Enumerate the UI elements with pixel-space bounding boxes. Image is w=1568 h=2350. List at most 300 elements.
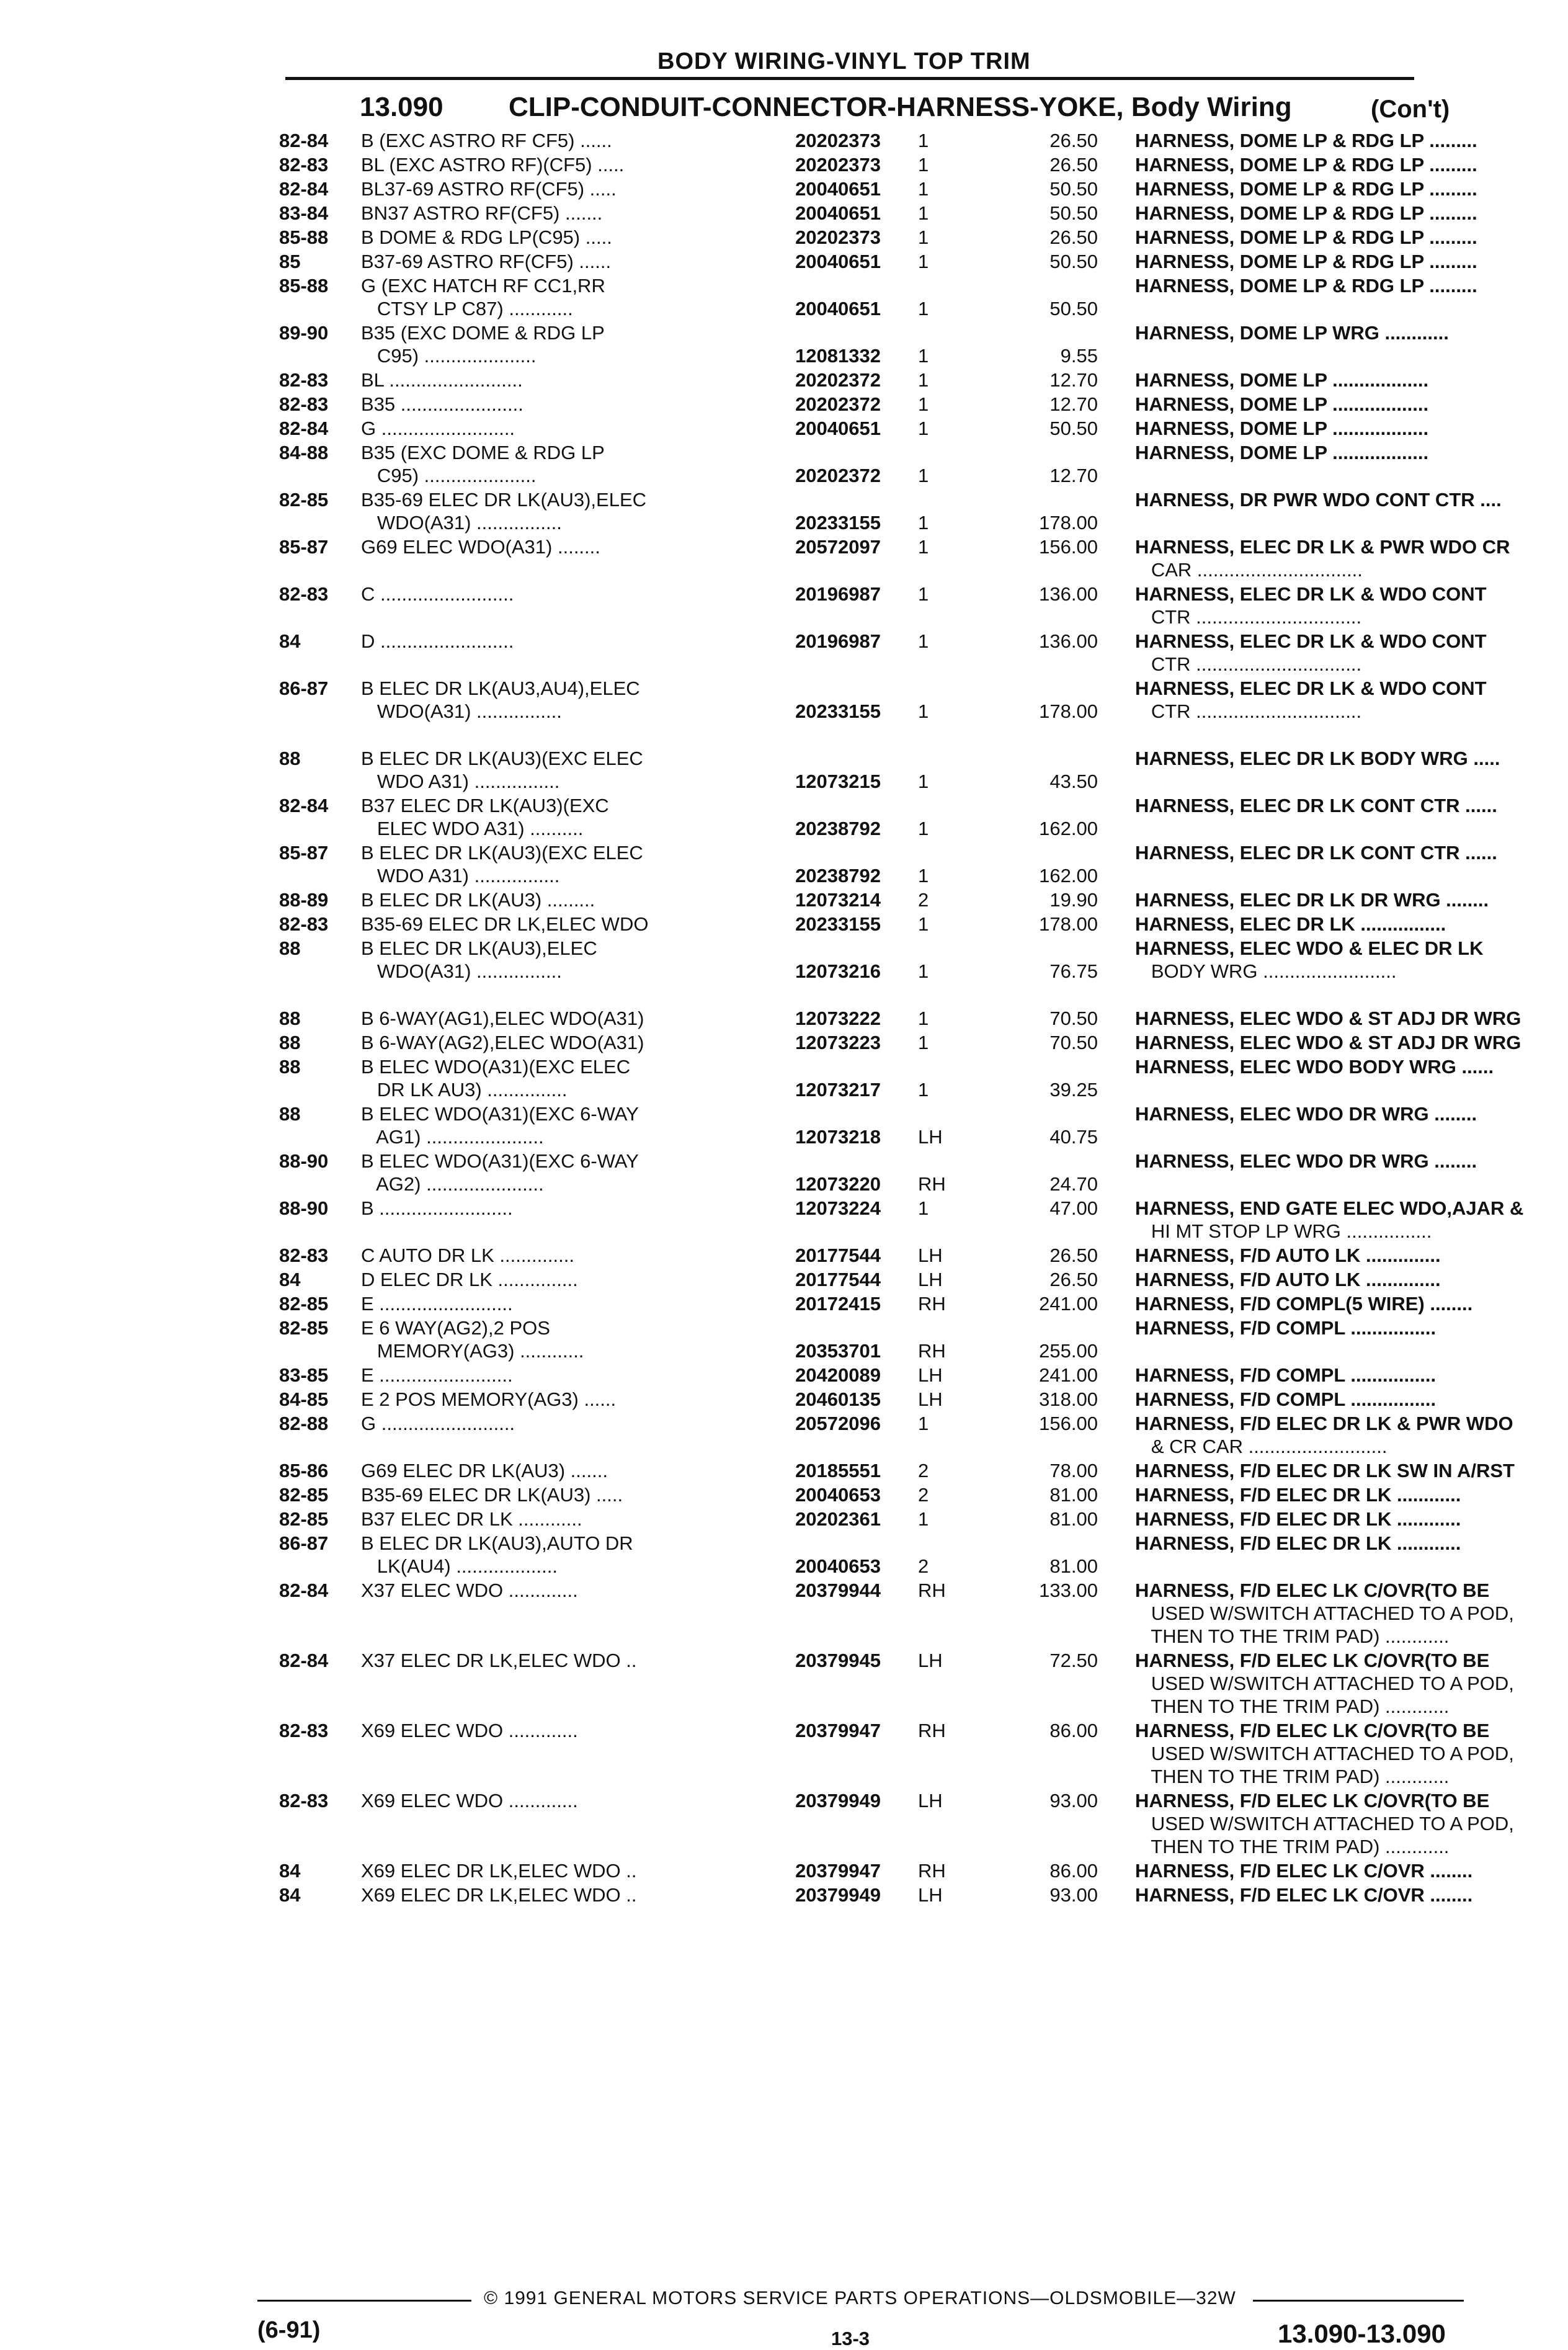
quantity: RH bbox=[918, 1860, 946, 1882]
quantity: 1 bbox=[918, 771, 929, 792]
model-years: 83-84 bbox=[279, 202, 329, 224]
model-years: 82-84 bbox=[279, 178, 329, 200]
quantity: 1 bbox=[918, 465, 929, 486]
table-row bbox=[279, 1508, 1470, 1532]
price: 76.75 bbox=[1049, 960, 1098, 982]
part-name-line: HARNESS, DOME LP & RDG LP ......... bbox=[1135, 226, 1477, 248]
table-row bbox=[279, 274, 1477, 321]
part-number: 20040653 bbox=[795, 1484, 881, 1506]
part-number: 20202373 bbox=[795, 130, 881, 151]
quantity: RH bbox=[918, 1720, 946, 1741]
part-name-line: BODY WRG ......................... bbox=[1135, 960, 1397, 982]
model-years: 85 bbox=[279, 251, 301, 272]
part-number: 20572097 bbox=[795, 536, 881, 558]
model-years: 84 bbox=[279, 1884, 301, 1906]
part-name-line: HARNESS, ELEC DR LK & WDO CONT bbox=[1135, 677, 1487, 699]
description-line: B37 ELEC DR LK ............ bbox=[361, 1508, 582, 1530]
quantity: 1 bbox=[918, 1007, 929, 1029]
price: 162.00 bbox=[1039, 818, 1098, 839]
part-name bbox=[1135, 1292, 1476, 1315]
price: 40.75 bbox=[1049, 1126, 1098, 1148]
model-years: 82-88 bbox=[279, 1413, 329, 1434]
description-line: E 2 POS MEMORY(AG3) ...... bbox=[361, 1388, 617, 1410]
part-number: 12073220 bbox=[795, 1173, 881, 1195]
part-number: 20196987 bbox=[795, 583, 881, 605]
part-name-line: HARNESS, ELEC DR LK CONT CTR ...... bbox=[1135, 795, 1497, 816]
part-name-line: HARNESS, ELEC DR LK & PWR WDO CR bbox=[1135, 536, 1510, 558]
description-line: B37 ELEC DR LK(AU3)(EXC bbox=[361, 795, 609, 816]
part-number: 20572096 bbox=[795, 1413, 881, 1434]
part-name bbox=[1135, 913, 1476, 936]
quantity: 2 bbox=[918, 1460, 929, 1481]
part-number: 12073224 bbox=[795, 1197, 881, 1219]
model-years: 86-87 bbox=[279, 677, 329, 699]
price: 50.50 bbox=[1049, 202, 1098, 224]
description-line: B ELEC DR LK(AU3) ......... bbox=[361, 889, 595, 911]
table-row bbox=[279, 583, 1487, 630]
part-number: 12073216 bbox=[795, 960, 881, 982]
part-number: 20233155 bbox=[795, 913, 881, 935]
part-name-line: HARNESS, F/D AUTO LK .............. bbox=[1135, 1269, 1441, 1290]
part-number: 20040653 bbox=[795, 1555, 881, 1577]
table-row bbox=[279, 1789, 1514, 1859]
model-years: 82-85 bbox=[279, 1508, 329, 1530]
table-row bbox=[279, 393, 1470, 417]
part-number: 20040651 bbox=[795, 178, 881, 200]
quantity: 1 bbox=[918, 345, 929, 367]
table-row bbox=[279, 202, 1477, 226]
part-number: 20202361 bbox=[795, 1508, 881, 1530]
quantity: 1 bbox=[918, 865, 929, 887]
part-number: 20379944 bbox=[795, 1579, 881, 1601]
part-name-line: HARNESS, F/D ELEC LK C/OVR(TO BE bbox=[1135, 1650, 1490, 1671]
quantity: 1 bbox=[918, 202, 929, 224]
part-name-line: HARNESS, F/D ELEC DR LK ............ bbox=[1135, 1484, 1461, 1506]
part-name bbox=[1135, 1316, 1476, 1339]
model-years: 88-89 bbox=[279, 889, 329, 911]
price: 178.00 bbox=[1039, 700, 1098, 722]
description-line: G ......................... bbox=[361, 418, 515, 439]
part-name-line: THEN TO THE TRIM PAD) ............ bbox=[1135, 1836, 1450, 1857]
table-row bbox=[279, 1102, 1477, 1150]
model-years: 85-87 bbox=[279, 536, 329, 558]
part-name bbox=[1135, 888, 1489, 911]
quantity: 1 bbox=[918, 178, 929, 200]
description-line: E 6 WAY(AG2),2 POS bbox=[361, 1317, 550, 1339]
quantity: 1 bbox=[918, 1413, 929, 1434]
price: 93.00 bbox=[1049, 1790, 1098, 1812]
part-name-line: HARNESS, ELEC WDO BODY WRG ...... bbox=[1135, 1056, 1494, 1078]
part-name-line: HARNESS, DR PWR WDO CONT CTR .... bbox=[1135, 489, 1502, 511]
quantity: LH bbox=[918, 1126, 943, 1148]
description-line: WDO A31) ................ bbox=[361, 771, 560, 792]
model-years: 82-83 bbox=[279, 1720, 329, 1741]
part-name-line: HARNESS, F/D COMPL ................ bbox=[1135, 1388, 1437, 1410]
table-row bbox=[279, 1292, 1473, 1316]
part-name bbox=[1135, 1483, 1476, 1506]
part-name-line: HARNESS, F/D COMPL(5 WIRE) ........ bbox=[1135, 1293, 1473, 1315]
part-name-line: USED W/SWITCH ATTACHED TO A POD, bbox=[1135, 1673, 1514, 1694]
quantity: LH bbox=[918, 1388, 943, 1410]
quantity: RH bbox=[918, 1293, 946, 1315]
price: 50.50 bbox=[1049, 298, 1098, 319]
part-number: 20185551 bbox=[795, 1460, 881, 1481]
table-row bbox=[279, 535, 1510, 583]
part-name bbox=[1135, 1789, 1514, 1858]
price: 12.70 bbox=[1049, 393, 1098, 415]
description-line: LK(AU4) ................... bbox=[361, 1555, 558, 1577]
description-line: B ELEC WDO(A31)(EXC ELEC bbox=[361, 1056, 631, 1078]
part-name bbox=[1135, 1508, 1476, 1530]
quantity: 1 bbox=[918, 960, 929, 982]
price: 50.50 bbox=[1049, 251, 1098, 272]
part-number: 12073215 bbox=[795, 771, 881, 792]
model-years: 88 bbox=[279, 1007, 301, 1029]
part-number: 20172415 bbox=[795, 1293, 881, 1315]
quantity: 1 bbox=[918, 251, 929, 272]
model-years: 82-84 bbox=[279, 795, 329, 816]
price: 47.00 bbox=[1049, 1197, 1098, 1219]
table-row bbox=[279, 488, 1502, 535]
table-row bbox=[279, 677, 1487, 747]
table-row bbox=[279, 441, 1470, 488]
description-line: WDO(A31) ................ bbox=[361, 960, 562, 982]
price: 156.00 bbox=[1039, 536, 1098, 558]
description-line: B35 ....................... bbox=[361, 393, 523, 415]
price: 19.90 bbox=[1049, 889, 1098, 911]
part-name bbox=[1135, 153, 1476, 176]
model-years: 82-84 bbox=[279, 130, 329, 151]
footer-rule-right bbox=[1253, 2300, 1464, 2302]
part-name-line: HARNESS, F/D ELEC LK C/OVR ........ bbox=[1135, 1884, 1473, 1906]
table-row bbox=[279, 1579, 1514, 1649]
quantity: 1 bbox=[918, 393, 929, 415]
part-name bbox=[1135, 1055, 1494, 1078]
part-name-line: HARNESS, DOME LP & RDG LP ......... bbox=[1135, 130, 1477, 151]
footer-rule-left bbox=[257, 2300, 471, 2302]
part-name-line: HARNESS, F/D COMPL ................ bbox=[1135, 1364, 1437, 1386]
part-name bbox=[1135, 369, 1476, 391]
part-name-line: HARNESS, F/D ELEC DR LK ............ bbox=[1135, 1508, 1461, 1530]
price: 136.00 bbox=[1039, 630, 1098, 652]
part-name-line: HARNESS, F/D COMPL ................ bbox=[1135, 1317, 1437, 1339]
part-number: 12081332 bbox=[795, 345, 881, 367]
part-number: 12073222 bbox=[795, 1007, 881, 1029]
description-line: G (EXC HATCH RF CC1,RR bbox=[361, 275, 605, 297]
quantity: LH bbox=[918, 1269, 943, 1290]
part-name-line: HARNESS, DOME LP .................. bbox=[1135, 418, 1429, 439]
part-number: 20040651 bbox=[795, 298, 881, 319]
part-name bbox=[1135, 1719, 1514, 1788]
part-name-line: USED W/SWITCH ATTACHED TO A POD, bbox=[1135, 1743, 1514, 1764]
description-line: G69 ELEC WDO(A31) ........ bbox=[361, 536, 600, 558]
table-row bbox=[279, 1364, 1470, 1388]
description-line: X37 ELEC DR LK,ELEC WDO .. bbox=[361, 1650, 637, 1671]
description-line: B (EXC ASTRO RF CF5) ...... bbox=[361, 130, 612, 151]
header-rule bbox=[285, 77, 1414, 80]
part-name-line: HARNESS, ELEC WDO & ELEC DR LK bbox=[1135, 937, 1484, 959]
table-row bbox=[279, 153, 1477, 177]
section-title: CLIP-CONDUIT-CONNECTOR-HARNESS-YOKE, Body Wiring bbox=[509, 92, 1292, 122]
part-name-line: HARNESS, ELEC DR LK ................ bbox=[1135, 913, 1446, 935]
part-number: 20233155 bbox=[795, 512, 881, 534]
part-name bbox=[1135, 1412, 1513, 1458]
part-number: 20202372 bbox=[795, 465, 881, 486]
table-row bbox=[279, 630, 1487, 677]
model-years: 86-87 bbox=[279, 1532, 329, 1554]
part-number: 20040651 bbox=[795, 202, 881, 224]
table-row bbox=[279, 1150, 1477, 1197]
quantity: 1 bbox=[918, 1079, 929, 1101]
part-number: 20177544 bbox=[795, 1269, 881, 1290]
part-name-line: HARNESS, DOME LP & RDG LP ......... bbox=[1135, 178, 1477, 200]
part-name-line: HI MT STOP LP WRG ................ bbox=[1135, 1220, 1432, 1242]
part-name-line: HARNESS, DOME LP & RDG LP ......... bbox=[1135, 275, 1477, 297]
model-years: 84-85 bbox=[279, 1388, 329, 1410]
quantity: LH bbox=[918, 1244, 943, 1266]
description-line: B ELEC WDO(A31)(EXC 6-WAY bbox=[361, 1150, 639, 1172]
model-years: 85-87 bbox=[279, 842, 329, 864]
part-name-line: HARNESS, ELEC DR LK & WDO CONT bbox=[1135, 583, 1487, 605]
table-row bbox=[279, 1719, 1514, 1789]
table-row bbox=[279, 177, 1477, 202]
quantity: LH bbox=[918, 1790, 943, 1812]
quantity: 1 bbox=[918, 818, 929, 839]
model-years: 84-88 bbox=[279, 442, 329, 463]
part-name-line: HARNESS, ELEC WDO & ST ADJ DR WRG bbox=[1135, 1007, 1521, 1029]
price: 241.00 bbox=[1039, 1364, 1098, 1386]
part-name bbox=[1135, 1388, 1476, 1411]
part-name-line: & CR CAR .......................... bbox=[1135, 1436, 1388, 1457]
description-line: C95) ..................... bbox=[361, 465, 537, 486]
part-name-line: HARNESS, DOME LP & RDG LP ......... bbox=[1135, 154, 1477, 176]
description-line: B 6-WAY(AG1),ELEC WDO(A31) bbox=[361, 1007, 644, 1029]
part-number: 20379949 bbox=[795, 1790, 881, 1812]
description-line: WDO A31) ................ bbox=[361, 865, 560, 887]
part-name bbox=[1135, 747, 1500, 770]
part-name bbox=[1135, 583, 1487, 628]
description-line: B35-69 ELEC DR LK(AU3),ELEC bbox=[361, 489, 647, 511]
description-line: MEMORY(AG3) ............ bbox=[361, 1340, 584, 1362]
price: 81.00 bbox=[1049, 1484, 1098, 1506]
part-name-line: USED W/SWITCH ATTACHED TO A POD, bbox=[1135, 1813, 1514, 1834]
quantity: 2 bbox=[918, 1555, 929, 1577]
model-years: 84 bbox=[279, 1269, 301, 1290]
description-line: D ......................... bbox=[361, 630, 514, 652]
part-name-line: HARNESS, F/D AUTO LK .............. bbox=[1135, 1244, 1441, 1266]
part-name bbox=[1135, 1859, 1476, 1882]
part-number: 20379947 bbox=[795, 1860, 881, 1882]
part-number: 12073214 bbox=[795, 889, 881, 911]
description-line: WDO(A31) ................ bbox=[361, 700, 562, 722]
quantity: RH bbox=[918, 1579, 946, 1601]
description-line: B ELEC DR LK(AU3,AU4),ELEC bbox=[361, 677, 640, 699]
description-line: WDO(A31) ................ bbox=[361, 512, 562, 534]
price: 136.00 bbox=[1039, 583, 1098, 605]
part-name-line: HARNESS, DOME LP .................. bbox=[1135, 369, 1429, 391]
description-line: B ELEC WDO(A31)(EXC 6-WAY bbox=[361, 1103, 639, 1125]
quantity: 2 bbox=[918, 1484, 929, 1506]
description-line: X37 ELEC WDO ............. bbox=[361, 1579, 578, 1601]
part-number: 20238792 bbox=[795, 818, 881, 839]
part-name-line: HARNESS, ELEC DR LK CONT CTR ...... bbox=[1135, 842, 1497, 864]
parts-table bbox=[279, 129, 1524, 1908]
description-line: X69 ELEC DR LK,ELEC WDO .. bbox=[361, 1860, 637, 1882]
part-number: 20202372 bbox=[795, 393, 881, 415]
description-line: DR LK AU3) ............... bbox=[361, 1079, 568, 1101]
part-number: 20379947 bbox=[795, 1720, 881, 1741]
table-row bbox=[279, 1459, 1515, 1483]
part-name bbox=[1135, 1459, 1515, 1482]
price: 70.50 bbox=[1049, 1032, 1098, 1053]
part-number: 20353701 bbox=[795, 1340, 881, 1362]
part-name-line: CTR ............................... bbox=[1135, 653, 1362, 675]
model-years: 83-85 bbox=[279, 1364, 329, 1386]
model-years: 85-88 bbox=[279, 275, 329, 297]
price: 26.50 bbox=[1049, 226, 1098, 248]
description-line: E ......................... bbox=[361, 1293, 513, 1315]
description-line: E ......................... bbox=[361, 1364, 513, 1386]
part-number: 20420089 bbox=[795, 1364, 881, 1386]
table-row bbox=[279, 1859, 1473, 1883]
quantity: 1 bbox=[918, 630, 929, 652]
part-name bbox=[1135, 1197, 1524, 1243]
model-years: 84 bbox=[279, 1860, 301, 1882]
quantity: 1 bbox=[918, 1508, 929, 1530]
description-line: B ELEC DR LK(AU3),ELEC bbox=[361, 937, 597, 959]
part-name-line: HARNESS, DOME LP .................. bbox=[1135, 442, 1429, 463]
part-name bbox=[1135, 937, 1484, 983]
part-name-line: CTR ............................... bbox=[1135, 606, 1362, 628]
part-name bbox=[1135, 1150, 1476, 1173]
table-row bbox=[279, 1388, 1470, 1412]
price: 255.00 bbox=[1039, 1340, 1098, 1362]
part-name bbox=[1135, 274, 1476, 297]
description-line: X69 ELEC WDO ............. bbox=[361, 1790, 578, 1812]
model-years: 82-85 bbox=[279, 1484, 329, 1506]
part-name-line: HARNESS, ELEC WDO DR WRG ........ bbox=[1135, 1103, 1477, 1125]
description-line: X69 ELEC DR LK,ELEC WDO .. bbox=[361, 1884, 637, 1906]
description-line: BN37 ASTRO RF(CF5) ....... bbox=[361, 202, 603, 224]
part-name bbox=[1135, 177, 1476, 200]
model-years: 82-83 bbox=[279, 583, 329, 605]
part-name-line: HARNESS, F/D ELEC LK C/OVR(TO BE bbox=[1135, 1579, 1490, 1601]
description-line: B DOME & RDG LP(C95) ..... bbox=[361, 226, 612, 248]
part-name bbox=[1135, 488, 1502, 511]
table-row bbox=[279, 1268, 1470, 1292]
section-number: 13.090 bbox=[360, 92, 443, 122]
part-name-line: HARNESS, DOME LP .................. bbox=[1135, 393, 1429, 415]
part-name bbox=[1135, 630, 1487, 676]
quantity: LH bbox=[918, 1364, 943, 1386]
part-name bbox=[1135, 1532, 1476, 1555]
table-row bbox=[279, 417, 1470, 441]
part-name-line: HARNESS, ELEC DR LK & WDO CONT bbox=[1135, 630, 1487, 652]
quantity: 1 bbox=[918, 418, 929, 439]
part-name-line: USED W/SWITCH ATTACHED TO A POD, bbox=[1135, 1602, 1514, 1624]
part-name-line: HARNESS, F/D ELEC LK C/OVR(TO BE bbox=[1135, 1720, 1490, 1741]
continued-label: (Con't) bbox=[1371, 96, 1450, 123]
part-number: 12073217 bbox=[795, 1079, 881, 1101]
description-line: BL ......................... bbox=[361, 369, 523, 391]
price: 50.50 bbox=[1049, 418, 1098, 439]
table-row bbox=[279, 841, 1497, 888]
page-range: 13.090-13.090 bbox=[1278, 2319, 1446, 2348]
price: 70.50 bbox=[1049, 1007, 1098, 1029]
part-name-line: CAR ............................... bbox=[1135, 559, 1363, 581]
model-years: 85-86 bbox=[279, 1460, 329, 1481]
model-years: 82-84 bbox=[279, 1579, 329, 1601]
description-line: B ELEC DR LK(AU3)(EXC ELEC bbox=[361, 842, 643, 864]
price: 26.50 bbox=[1049, 130, 1098, 151]
part-name bbox=[1135, 250, 1476, 273]
part-name bbox=[1135, 1102, 1476, 1125]
description-line: AG1) ...................... bbox=[361, 1126, 544, 1148]
part-name-line: HARNESS, ELEC WDO DR WRG ........ bbox=[1135, 1150, 1477, 1172]
part-number: 20177544 bbox=[795, 1244, 881, 1266]
price: 26.50 bbox=[1049, 1269, 1098, 1290]
part-number: 20233155 bbox=[795, 700, 881, 722]
quantity: 1 bbox=[918, 154, 929, 176]
table-row bbox=[279, 250, 1477, 274]
price: 12.70 bbox=[1049, 465, 1098, 486]
part-name bbox=[1135, 1244, 1476, 1267]
table-row bbox=[279, 1412, 1513, 1459]
table-row bbox=[279, 1649, 1514, 1719]
model-years: 82-83 bbox=[279, 393, 329, 415]
price: 93.00 bbox=[1049, 1884, 1098, 1906]
description-line: G ......................... bbox=[361, 1413, 515, 1434]
model-years: 88-90 bbox=[279, 1150, 329, 1172]
part-name bbox=[1135, 1007, 1521, 1030]
description-line: G69 ELEC DR LK(AU3) ....... bbox=[361, 1460, 608, 1481]
quantity: RH bbox=[918, 1173, 946, 1195]
part-name-line: HARNESS, ELEC DR LK DR WRG ........ bbox=[1135, 889, 1489, 911]
part-number: 20238792 bbox=[795, 865, 881, 887]
part-number: 20460135 bbox=[795, 1388, 881, 1410]
description-line: C95) ..................... bbox=[361, 345, 537, 367]
model-years: 88 bbox=[279, 1103, 301, 1125]
part-number: 20040651 bbox=[795, 251, 881, 272]
description-line: B35-69 ELEC DR LK(AU3) ..... bbox=[361, 1484, 623, 1506]
price: 9.55 bbox=[1060, 345, 1098, 367]
part-name bbox=[1135, 1268, 1476, 1291]
part-name bbox=[1135, 226, 1476, 249]
description-line: B 6-WAY(AG2),ELEC WDO(A31) bbox=[361, 1032, 644, 1053]
quantity: 2 bbox=[918, 889, 929, 911]
part-name-line: HARNESS, END GATE ELEC WDO,AJAR & bbox=[1135, 1197, 1524, 1219]
table-row bbox=[279, 913, 1470, 937]
table-row bbox=[279, 1055, 1494, 1102]
table-row bbox=[279, 1316, 1470, 1364]
part-name bbox=[1135, 393, 1476, 416]
model-years: 82-83 bbox=[279, 369, 329, 391]
model-years: 82-83 bbox=[279, 1790, 329, 1812]
price: 156.00 bbox=[1039, 1413, 1098, 1434]
description-line: B ELEC DR LK(AU3)(EXC ELEC bbox=[361, 748, 643, 769]
part-number: 20379949 bbox=[795, 1884, 881, 1906]
part-name-line: HARNESS, ELEC WDO & ST ADJ DR WRG bbox=[1135, 1032, 1521, 1053]
price: 178.00 bbox=[1039, 512, 1098, 534]
quantity: 1 bbox=[918, 913, 929, 935]
part-name bbox=[1135, 321, 1476, 344]
part-name-line: HARNESS, F/D ELEC DR LK & PWR WDO bbox=[1135, 1413, 1513, 1434]
table-row bbox=[279, 1532, 1470, 1579]
description-line: B ELEC DR LK(AU3),AUTO DR bbox=[361, 1532, 633, 1554]
price: 39.25 bbox=[1049, 1079, 1098, 1101]
quantity: 1 bbox=[918, 512, 929, 534]
price: 24.70 bbox=[1049, 1173, 1098, 1195]
